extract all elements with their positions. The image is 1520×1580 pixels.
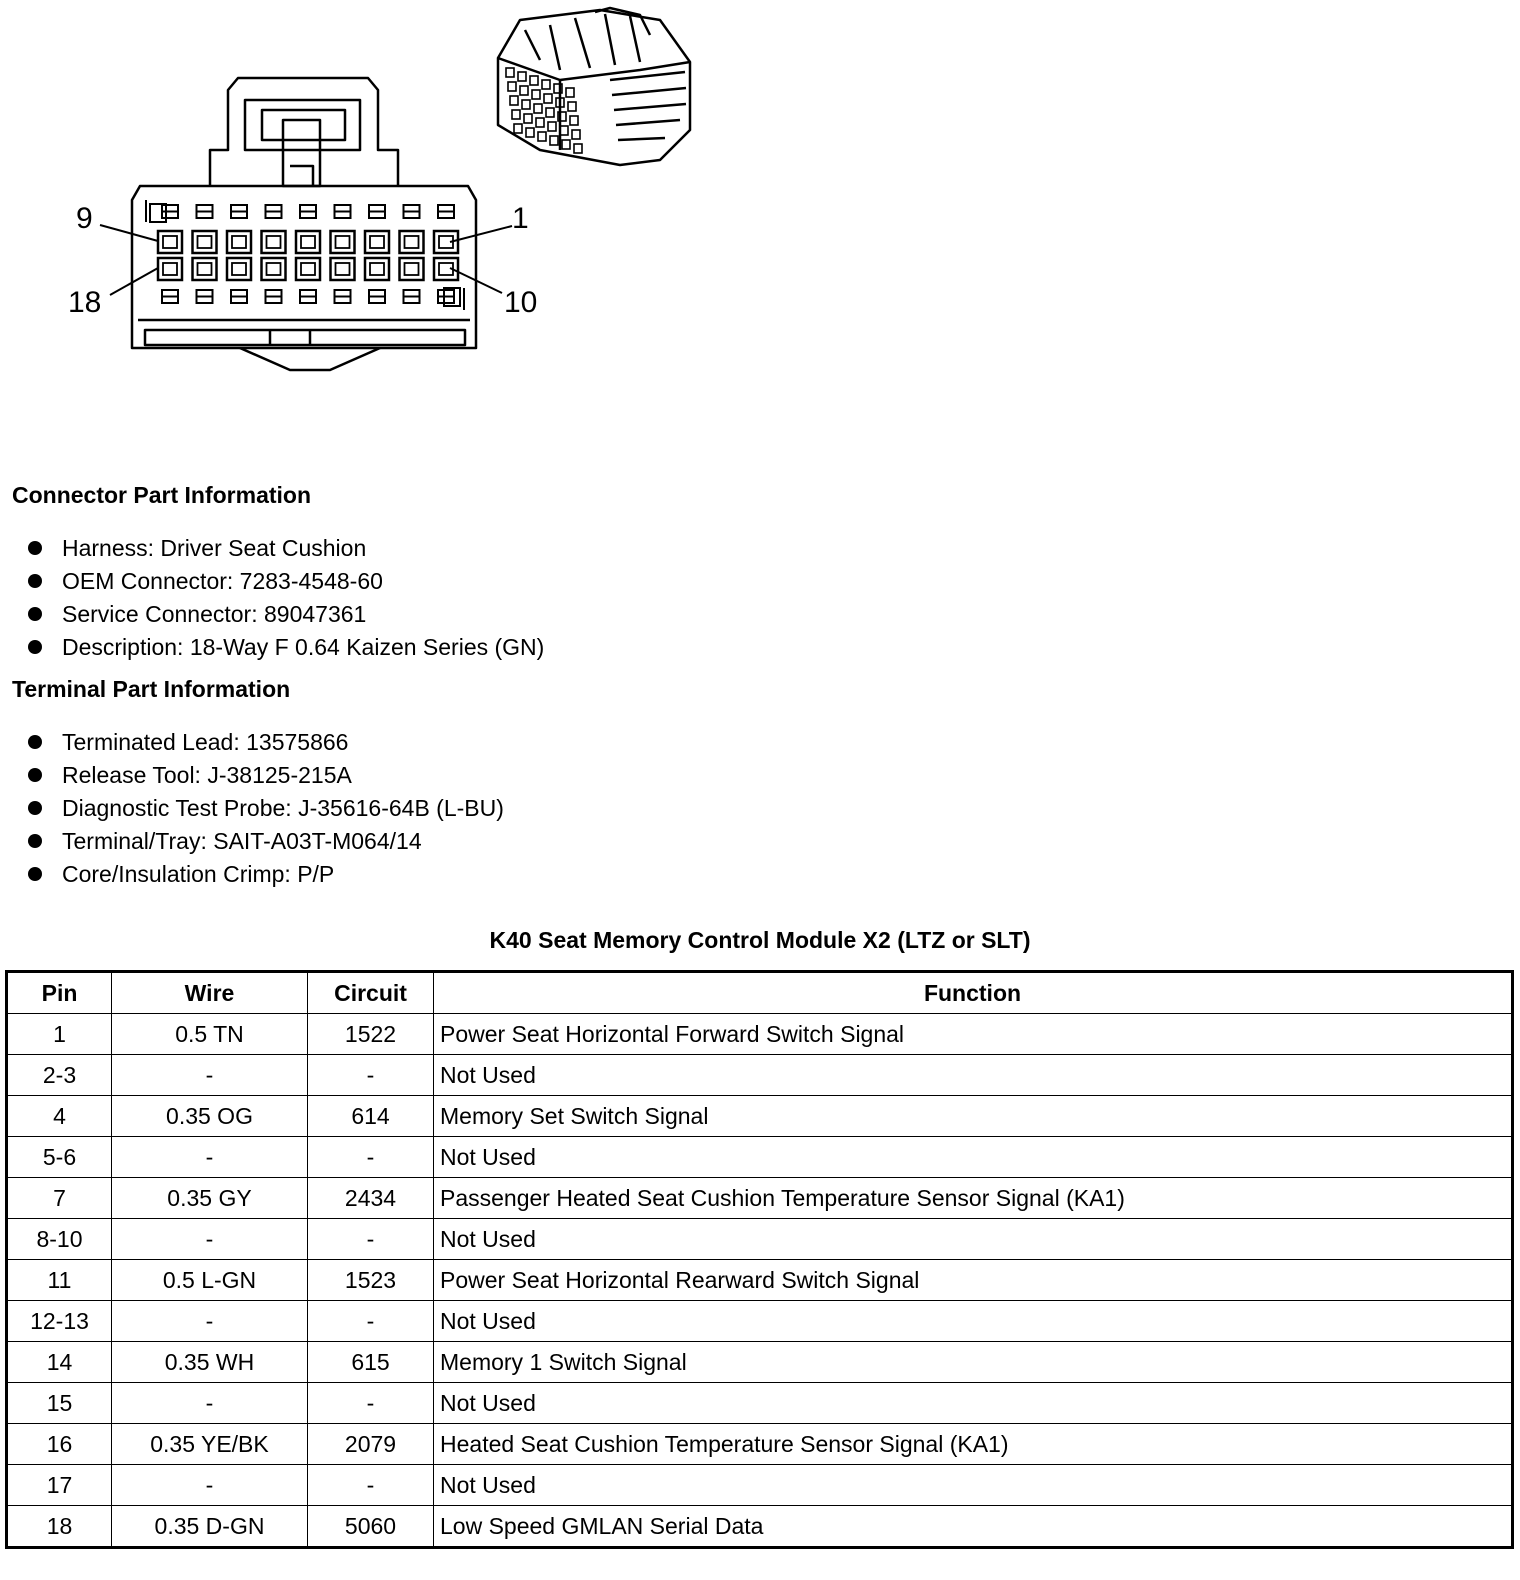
connector-info-list — [28, 532, 544, 664]
pin-cavity — [158, 258, 182, 280]
pin-cavity-inner — [336, 236, 350, 248]
pin-cavity — [331, 258, 355, 280]
wire-cell: 0.35 GY — [112, 1178, 308, 1219]
table-row — [7, 1465, 1513, 1506]
bullet-icon — [28, 607, 42, 621]
function-cell: Not Used — [434, 1055, 1513, 1096]
wire-cell: 0.35 WH — [112, 1342, 308, 1383]
pin-cell: 5-6 — [7, 1137, 112, 1178]
table-row — [7, 1096, 1513, 1137]
function-cell: Not Used — [434, 1219, 1513, 1260]
bullet-icon — [28, 768, 42, 782]
wire-cell: - — [112, 1055, 308, 1096]
function-cell: Not Used — [434, 1137, 1513, 1178]
function-cell: Heated Seat Cushion Temperature Sensor Signal (KA1) — [434, 1424, 1513, 1465]
bullet-icon — [28, 541, 42, 555]
connector-info-heading: Connector Part Information — [12, 482, 312, 508]
pin-cell: 11 — [7, 1260, 112, 1301]
pin-cavity-inner — [370, 263, 384, 275]
list-item: Diagnostic Test Probe: J-35616-64B (L-BU) — [28, 792, 504, 825]
column-header-circuit: Circuit — [308, 972, 434, 1014]
pin-cavity-inner — [301, 263, 315, 275]
connector-latch — [210, 78, 398, 186]
circuit-cell: 2079 — [308, 1424, 434, 1465]
bullet-icon — [28, 735, 42, 749]
list-item: Service Connector: 89047361 — [28, 598, 544, 631]
iso-cavity — [506, 68, 514, 77]
circuit-cell: 615 — [308, 1342, 434, 1383]
iso-cavity — [520, 86, 528, 95]
pin-cell: 17 — [7, 1465, 112, 1506]
table-row — [7, 1301, 1513, 1342]
list-item: Terminal/Tray: SAIT-A03T-M064/14 — [28, 825, 504, 858]
circuit-cell: - — [308, 1219, 434, 1260]
function-cell: Low Speed GMLAN Serial Data — [434, 1506, 1513, 1548]
pin-cavity-inner — [267, 236, 281, 248]
function-cell: Not Used — [434, 1383, 1513, 1424]
function-cell: Power Seat Horizontal Rearward Switch Signal — [434, 1260, 1513, 1301]
circuit-cell: 614 — [308, 1096, 434, 1137]
pin-cell: 1 — [7, 1014, 112, 1055]
bullet-icon — [28, 867, 42, 881]
pin-cell: 2-3 — [7, 1055, 112, 1096]
pin-cell: 8-10 — [7, 1219, 112, 1260]
table-row — [7, 1219, 1513, 1260]
circuit-cell: 2434 — [308, 1178, 434, 1219]
circuit-cell: 5060 — [308, 1506, 434, 1548]
function-cell: Memory 1 Switch Signal — [434, 1342, 1513, 1383]
table-row — [7, 1260, 1513, 1301]
pin-cell: 14 — [7, 1342, 112, 1383]
pin-cavity — [262, 231, 286, 253]
pin-label-9: 9 — [76, 202, 93, 235]
table-row — [7, 1383, 1513, 1424]
pin-label-10: 10 — [504, 286, 538, 319]
list-item: OEM Connector: 7283-4548-60 — [28, 565, 544, 598]
pin-cavity — [193, 258, 217, 280]
iso-cavity — [522, 100, 530, 109]
list-item: Terminated Lead: 13575866 — [28, 726, 504, 759]
wire-cell: 0.35 YE/BK — [112, 1424, 308, 1465]
table-row — [7, 1055, 1513, 1096]
iso-cavity — [536, 118, 544, 127]
table-row — [7, 1424, 1513, 1465]
pinout-table — [5, 970, 1514, 1549]
terminal-info-list — [28, 726, 504, 891]
pin-cavity — [434, 231, 458, 253]
iso-cavity — [524, 114, 532, 123]
table-row — [7, 1342, 1513, 1383]
circuit-cell: - — [308, 1301, 434, 1342]
pin-cavity-inner — [232, 236, 246, 248]
iso-cavity — [508, 82, 516, 91]
pin-cavity-inner — [163, 263, 177, 275]
list-item: Release Tool: J-38125-215A — [28, 759, 504, 792]
wire-cell: - — [112, 1383, 308, 1424]
pin-cavity-inner — [163, 236, 177, 248]
pin-label-1: 1 — [512, 202, 529, 235]
iso-cavity — [510, 96, 518, 105]
iso-cavity — [532, 90, 540, 99]
wire-cell: - — [112, 1137, 308, 1178]
pin-cavity-inner — [370, 236, 384, 248]
list-item: Description: 18-Way F 0.64 Kaizen Series (GN) — [28, 631, 544, 664]
pin-cavity — [434, 258, 458, 280]
bullet-icon — [28, 834, 42, 848]
iso-cavity — [562, 140, 570, 149]
pin-cavity-inner — [198, 263, 212, 275]
iso-cavity — [530, 76, 538, 85]
iso-cavity — [534, 104, 542, 113]
iso-cavity — [570, 116, 578, 125]
iso-cavity — [566, 88, 574, 97]
list-item: Core/Insulation Crimp: P/P — [28, 858, 504, 891]
wire-cell: 0.5 L-GN — [112, 1260, 308, 1301]
column-header-pin: Pin — [7, 972, 112, 1014]
pin-cavity — [227, 231, 251, 253]
pin-cell: 12-13 — [7, 1301, 112, 1342]
iso-cavity — [542, 80, 550, 89]
wire-cell: - — [112, 1465, 308, 1506]
connector-key — [240, 348, 380, 370]
pin-cell: 7 — [7, 1178, 112, 1219]
iso-cavity — [538, 132, 546, 141]
wire-cell: - — [112, 1301, 308, 1342]
circuit-cell: 1522 — [308, 1014, 434, 1055]
circuit-cell: - — [308, 1465, 434, 1506]
terminal-info-heading: Terminal Part Information — [12, 676, 291, 702]
table-row — [7, 1014, 1513, 1055]
list-item: Harness: Driver Seat Cushion — [28, 532, 544, 565]
table-row — [7, 1178, 1513, 1219]
bullet-icon — [28, 574, 42, 588]
iso-cavity — [544, 94, 552, 103]
pin-cavity — [158, 231, 182, 253]
function-cell: Memory Set Switch Signal — [434, 1096, 1513, 1137]
function-cell: Passenger Heated Seat Cushion Temperature Sensor Signal (KA1) — [434, 1178, 1513, 1219]
pin-cell: 16 — [7, 1424, 112, 1465]
circuit-cell: - — [308, 1137, 434, 1178]
bullet-icon — [28, 801, 42, 815]
function-cell: Power Seat Horizontal Forward Switch Signal — [434, 1014, 1513, 1055]
pin-cavity — [365, 258, 389, 280]
pin-cavity-inner — [405, 263, 419, 275]
connector-face-diagram — [60, 0, 710, 380]
iso-cavity — [572, 130, 580, 139]
pin-cavity-inner — [336, 263, 350, 275]
iso-cavity — [518, 72, 526, 81]
pin-cavity-inner — [301, 236, 315, 248]
iso-cavity — [568, 102, 576, 111]
table-header-row — [7, 972, 1513, 1014]
pin-cavity — [400, 231, 424, 253]
wire-cell: 0.35 D-GN — [112, 1506, 308, 1548]
pin-cavity — [193, 231, 217, 253]
pin-cavity — [262, 258, 286, 280]
pin-cavity-inner — [267, 263, 281, 275]
iso-cavity — [512, 110, 520, 119]
iso-cavity — [546, 108, 554, 117]
wire-cell: 0.5 TN — [112, 1014, 308, 1055]
pin-cavity — [296, 231, 320, 253]
function-cell: Not Used — [434, 1301, 1513, 1342]
iso-cavity — [548, 122, 556, 131]
pin-label-18: 18 — [68, 286, 102, 319]
iso-cavity — [514, 124, 522, 133]
iso-cavity — [550, 136, 558, 145]
pin-cavity — [365, 231, 389, 253]
pin-cavities — [158, 231, 458, 280]
table-row — [7, 1506, 1513, 1548]
pin-cavity — [331, 231, 355, 253]
wire-cell: - — [112, 1219, 308, 1260]
function-cell: Not Used — [434, 1465, 1513, 1506]
circuit-cell: - — [308, 1383, 434, 1424]
wire-cell: 0.35 OG — [112, 1096, 308, 1137]
connector-3d-cavities — [506, 68, 582, 153]
pin-cell: 15 — [7, 1383, 112, 1424]
pin-cavity — [400, 258, 424, 280]
bullet-icon — [28, 640, 42, 654]
pin-cavity — [227, 258, 251, 280]
pin-cavity — [296, 258, 320, 280]
table-title: K40 Seat Memory Control Module X2 (LTZ or SLT) — [489, 927, 1031, 953]
pin-cell: 4 — [7, 1096, 112, 1137]
pin-cavity-inner — [405, 236, 419, 248]
iso-cavity — [526, 128, 534, 137]
circuit-cell: 1523 — [308, 1260, 434, 1301]
column-header-function: Function — [434, 972, 1513, 1014]
column-header-wire: Wire — [112, 972, 308, 1014]
iso-cavity — [574, 144, 582, 153]
circuit-cell: - — [308, 1055, 434, 1096]
table-row — [7, 1137, 1513, 1178]
pin-cavity-inner — [198, 236, 212, 248]
pin-cavity-inner — [232, 263, 246, 275]
keying-marks — [146, 200, 464, 310]
pin-cell: 18 — [7, 1506, 112, 1548]
